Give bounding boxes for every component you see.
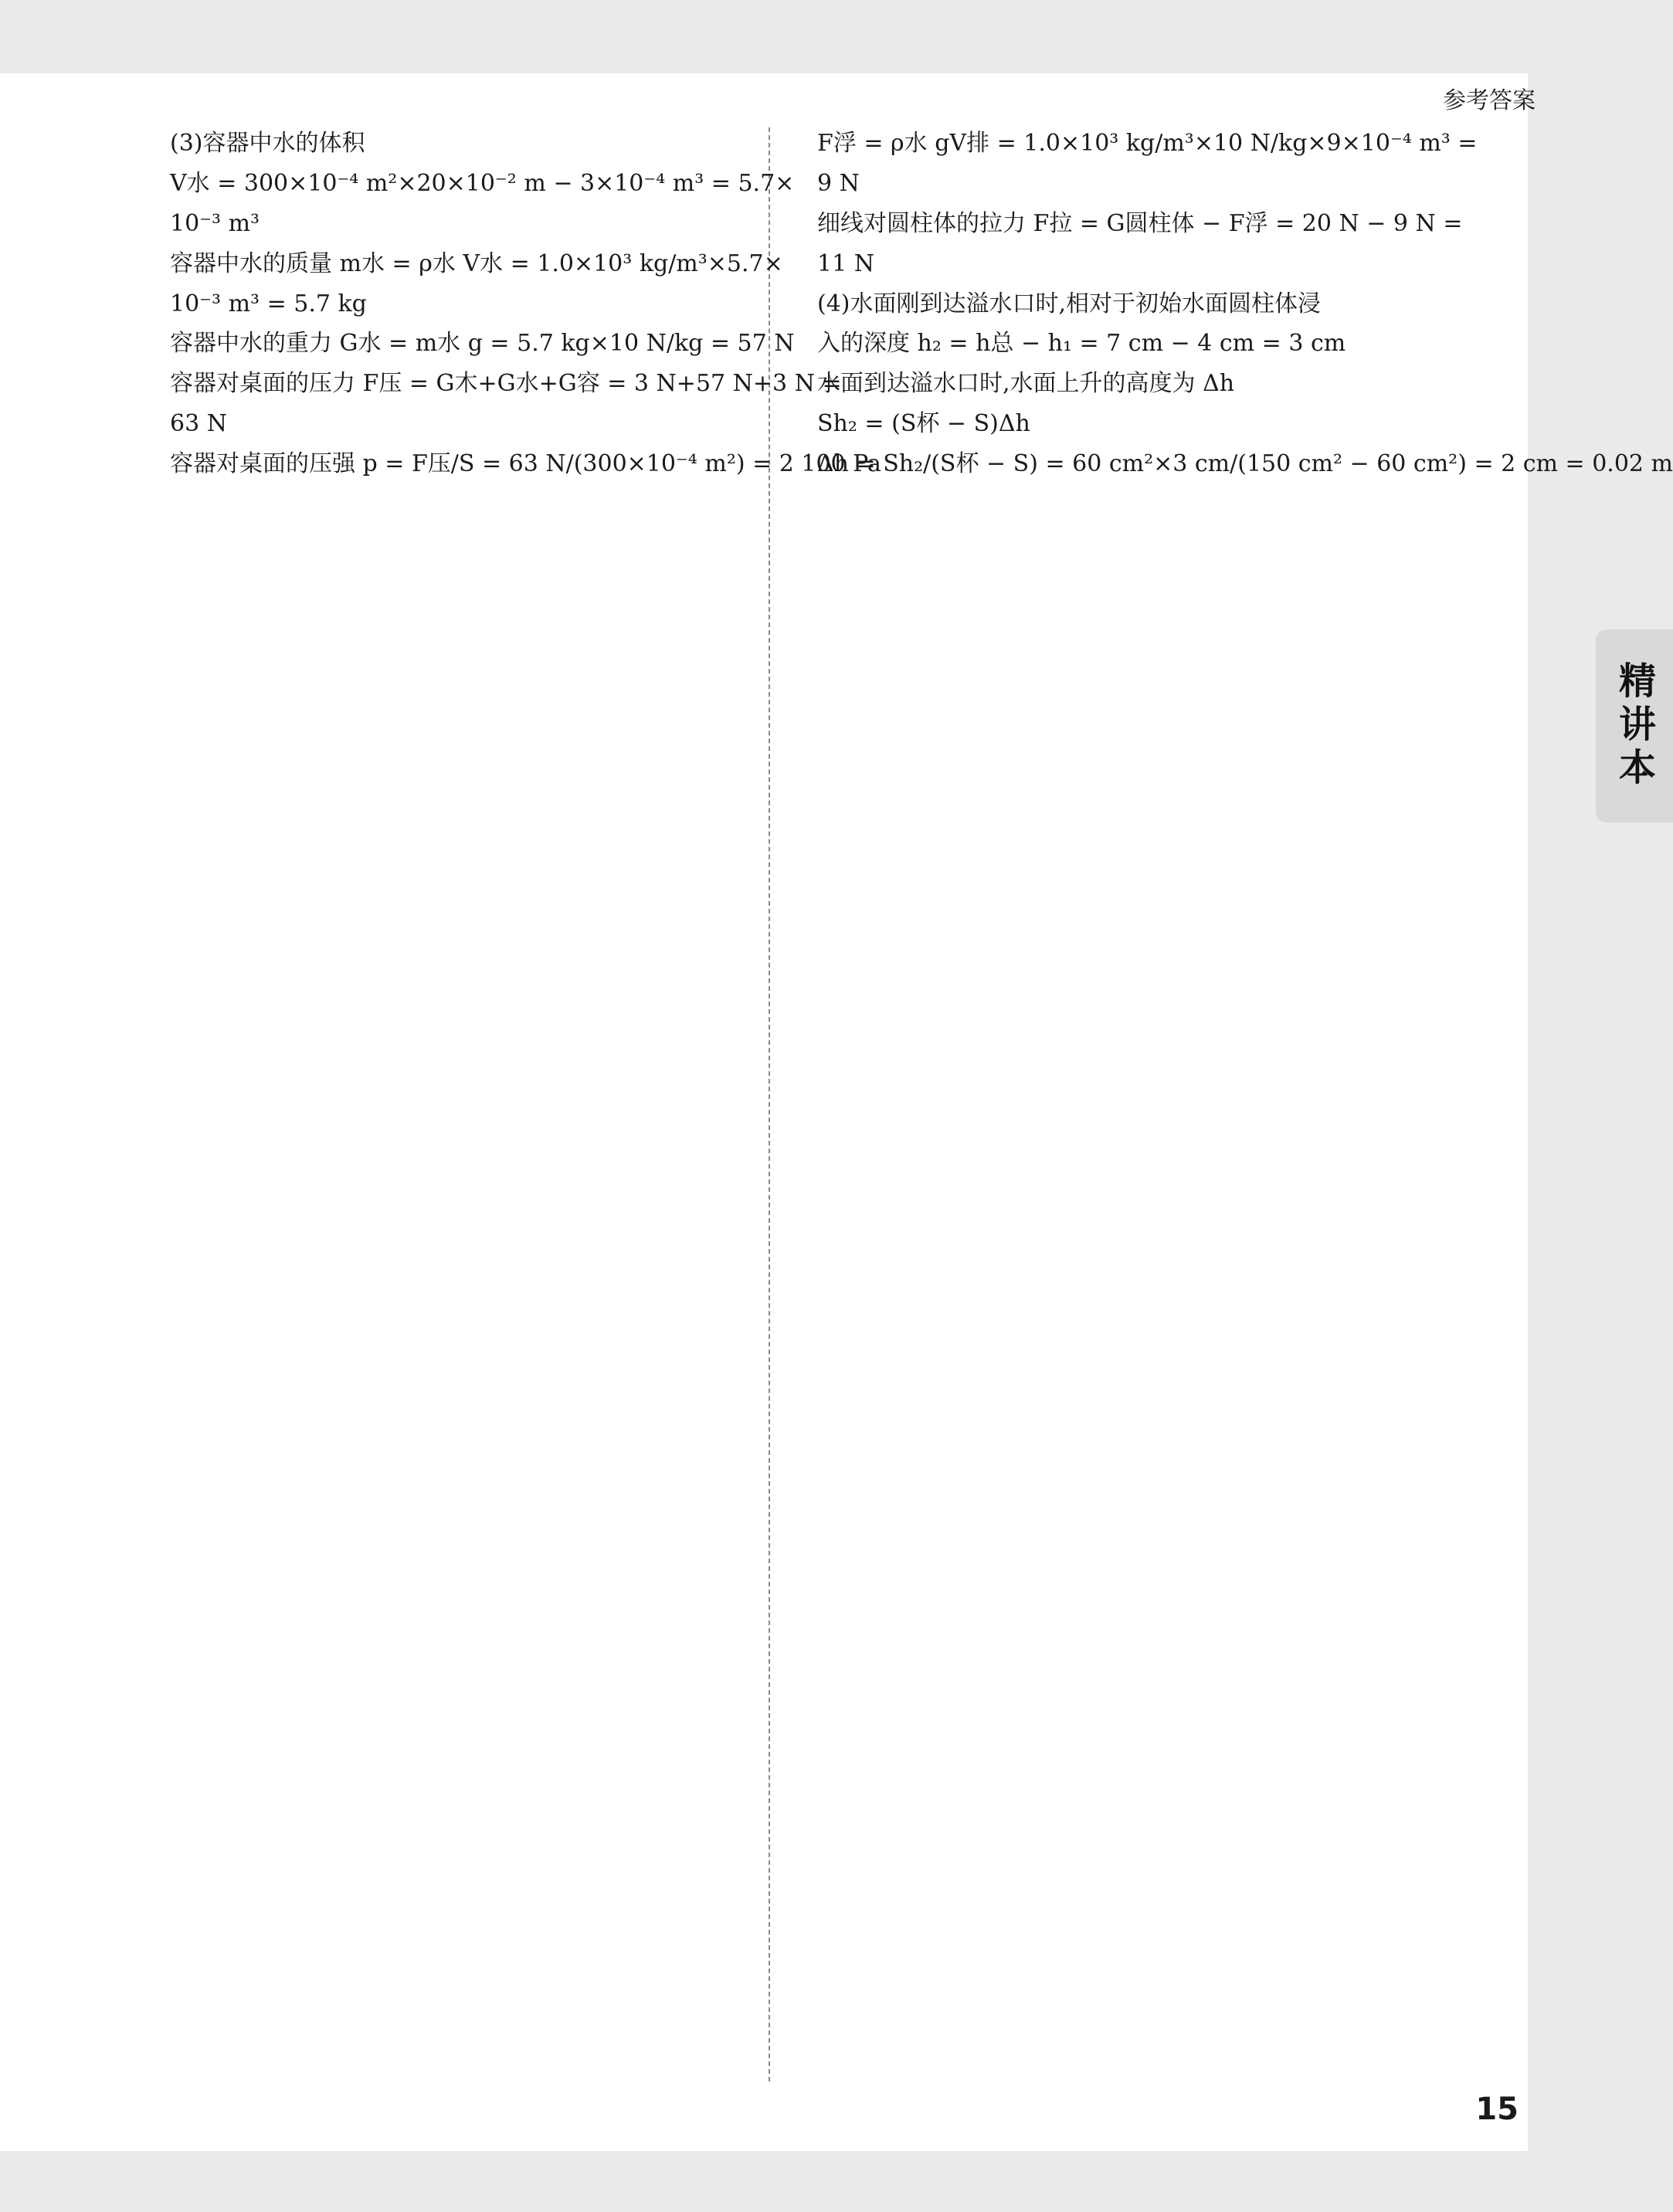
text-line: V水 = 300×10⁻⁴ m²×20×10⁻² m − 3×10⁻⁴ m³ = 5.7× bbox=[170, 169, 795, 197]
text-line: 水面到达溢水口时,水面上升的高度为 Δh bbox=[817, 370, 1235, 398]
text-line: 容器对桌面的压力 F压 = G木+G水+G容 = 3 N+57 N+3 N = bbox=[170, 370, 842, 398]
text-line: (3)容器中水的体积 bbox=[170, 130, 365, 157]
text-line: 11 N bbox=[817, 249, 874, 277]
text-line: 容器中水的质量 m水 = ρ水 V水 = 1.0×10³ kg/m³×5.7× bbox=[170, 249, 783, 277]
page-number: 15 bbox=[1475, 2092, 1519, 2127]
column-divider bbox=[769, 127, 770, 2081]
side-tab-label: 精讲本 bbox=[1612, 661, 1656, 791]
text-line: 63 N bbox=[170, 410, 227, 438]
text-line: Sh₂ = (S杯 − S)Δh bbox=[817, 410, 1030, 438]
text-line: Δh = Sh₂/(S杯 − S) = 60 cm²×3 cm/(150 cm² − 60 cm²) = 2 cm = 0.02 m bbox=[817, 450, 1673, 478]
text-line: F浮 = ρ水 gV排 = 1.0×10³ kg/m³×10 N/kg×9×10⁻⁴ m³ = bbox=[817, 130, 1478, 157]
text-line: 10⁻³ m³ bbox=[170, 209, 260, 237]
text-line: 容器对桌面的压强 p = F压/S = 63 N/(300×10⁻⁴ m²) = 2 100 Pa bbox=[170, 450, 881, 478]
text-line: 9 N bbox=[817, 169, 860, 197]
text-line: 细线对圆柱体的拉力 F拉 = G圆柱体 − F浮 = 20 N − 9 N = bbox=[817, 209, 1463, 237]
right-column bbox=[817, 124, 1673, 484]
page-header: 参考答案 bbox=[1443, 87, 1536, 114]
text-line: 10⁻³ m³ = 5.7 kg bbox=[170, 290, 367, 317]
text-line: 入的深度 h₂ = h总 − h₁ = 7 cm − 4 cm = 3 cm bbox=[817, 330, 1346, 358]
text-line: (4)水面刚到达溢水口时,相对于初始水面圆柱体浸 bbox=[817, 290, 1322, 317]
text-line: 容器中水的重力 G水 = m水 g = 5.7 kg×10 N/kg = 57 N bbox=[170, 330, 795, 358]
side-tab bbox=[1596, 629, 1673, 823]
